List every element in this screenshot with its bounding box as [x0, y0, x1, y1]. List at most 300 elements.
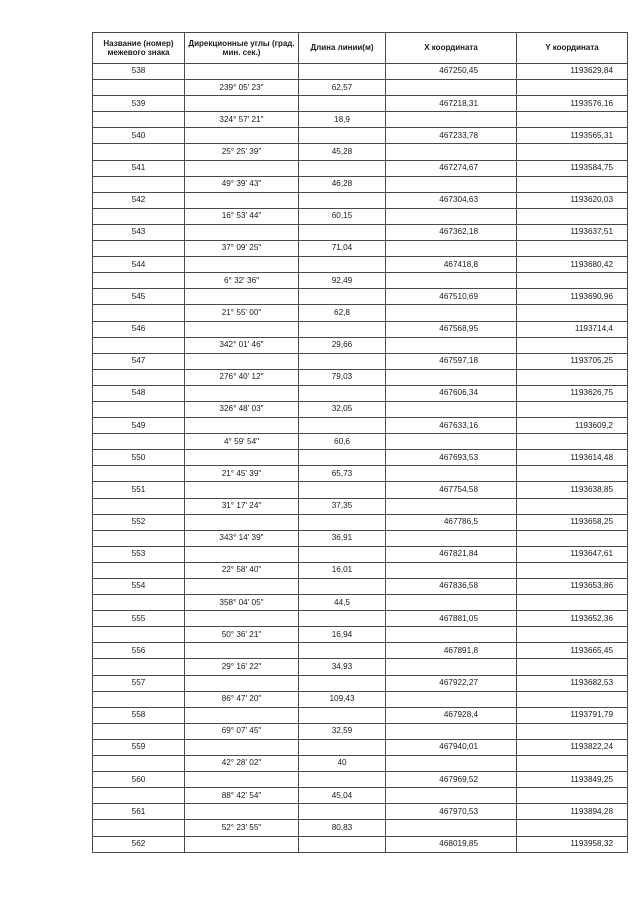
empty-cell [185, 546, 299, 562]
table-row-point [93, 611, 628, 627]
segment-length: 18,9 [299, 112, 386, 128]
segment-length: 71,04 [299, 241, 386, 257]
segment-length: 92,49 [299, 273, 386, 289]
empty-cell [299, 675, 386, 691]
empty-cell [185, 160, 299, 176]
empty-cell [386, 756, 517, 772]
empty-cell [299, 579, 386, 595]
table-row-segment [93, 627, 628, 643]
empty-cell [93, 691, 185, 707]
point-y: 1193626,75 [517, 385, 628, 401]
segment-angle: 37° 09' 25" [185, 241, 299, 257]
segment-length: 79,03 [299, 369, 386, 385]
segment-length: 109,43 [299, 691, 386, 707]
empty-cell [299, 772, 386, 788]
point-name: 559 [93, 739, 185, 755]
header-name: Название (номер) межевого знака [93, 33, 185, 64]
empty-cell [299, 643, 386, 659]
empty-cell [185, 739, 299, 755]
point-x: 468019,85 [386, 836, 517, 852]
empty-cell [517, 176, 628, 192]
empty-cell [386, 273, 517, 289]
table-row-point [93, 289, 628, 305]
point-y: 1193652,36 [517, 611, 628, 627]
empty-cell [185, 836, 299, 852]
segment-angle: 324° 57' 21" [185, 112, 299, 128]
empty-cell [93, 756, 185, 772]
table-row-segment [93, 112, 628, 128]
empty-cell [93, 466, 185, 482]
table-row-point [93, 257, 628, 273]
segment-length: 29,66 [299, 337, 386, 353]
empty-cell [299, 611, 386, 627]
empty-cell [93, 80, 185, 96]
point-name: 552 [93, 514, 185, 530]
point-x: 467633,16 [386, 418, 517, 434]
point-y: 1193647,61 [517, 546, 628, 562]
empty-cell [185, 514, 299, 530]
point-name: 545 [93, 289, 185, 305]
empty-cell [517, 530, 628, 546]
header-angle: Дирекционные углы (град. мин. сек.) [185, 33, 299, 64]
empty-cell [185, 353, 299, 369]
empty-cell [386, 691, 517, 707]
empty-cell [386, 466, 517, 482]
point-name: 551 [93, 482, 185, 498]
empty-cell [386, 562, 517, 578]
table-row-segment [93, 820, 628, 836]
table-row-segment [93, 401, 628, 417]
empty-cell [185, 643, 299, 659]
empty-cell [299, 224, 386, 240]
point-name: 542 [93, 192, 185, 208]
empty-cell [299, 257, 386, 273]
segment-angle: 88° 42' 54" [185, 788, 299, 804]
segment-angle: 86° 47' 20" [185, 691, 299, 707]
empty-cell [386, 337, 517, 353]
table-row-segment [93, 562, 628, 578]
table-row-point [93, 546, 628, 562]
point-x: 467606,34 [386, 385, 517, 401]
empty-cell [517, 337, 628, 353]
segment-length: 80,83 [299, 820, 386, 836]
table-row-point [93, 128, 628, 144]
empty-cell [517, 208, 628, 224]
segment-angle: 31° 17' 24" [185, 498, 299, 514]
point-name: 560 [93, 772, 185, 788]
table-row-segment [93, 273, 628, 289]
segment-angle: 16° 53' 44" [185, 208, 299, 224]
point-name: 550 [93, 450, 185, 466]
empty-cell [517, 241, 628, 257]
empty-cell [299, 514, 386, 530]
empty-cell [93, 627, 185, 643]
segment-angle: 276° 40' 12" [185, 369, 299, 385]
point-y: 1193609,2 [517, 418, 628, 434]
empty-cell [517, 788, 628, 804]
table-row-point [93, 772, 628, 788]
empty-cell [299, 289, 386, 305]
point-name: 558 [93, 707, 185, 723]
point-x: 467891,8 [386, 643, 517, 659]
table-row-segment [93, 144, 628, 160]
segment-length: 62,57 [299, 80, 386, 96]
empty-cell [386, 498, 517, 514]
table-row-segment [93, 788, 628, 804]
point-y: 1193682,53 [517, 675, 628, 691]
segment-length: 44,5 [299, 595, 386, 611]
point-y: 1193958,32 [517, 836, 628, 852]
empty-cell [517, 144, 628, 160]
empty-cell [299, 160, 386, 176]
header-length: Длина линии(м) [299, 33, 386, 64]
empty-cell [185, 257, 299, 273]
empty-cell [185, 321, 299, 337]
table-row-point [93, 643, 628, 659]
table-row-segment [93, 80, 628, 96]
point-name: 548 [93, 385, 185, 401]
point-y: 1193620,03 [517, 192, 628, 208]
table-row-segment [93, 337, 628, 353]
empty-cell [299, 128, 386, 144]
point-y: 1193791,79 [517, 707, 628, 723]
point-y: 1193614,48 [517, 450, 628, 466]
empty-cell [185, 192, 299, 208]
segment-length: 46,28 [299, 176, 386, 192]
empty-cell [517, 305, 628, 321]
point-y: 1193653,86 [517, 579, 628, 595]
point-y: 1193894,28 [517, 804, 628, 820]
header-y: Y координата [517, 33, 628, 64]
empty-cell [93, 498, 185, 514]
point-x: 467786,5 [386, 514, 517, 530]
segment-angle: 69° 07' 45" [185, 723, 299, 739]
empty-cell [386, 305, 517, 321]
empty-cell [386, 820, 517, 836]
table-row-point [93, 321, 628, 337]
segment-length: 60,6 [299, 434, 386, 450]
empty-cell [93, 820, 185, 836]
table-row-point [93, 514, 628, 530]
point-y: 1193638,85 [517, 482, 628, 498]
empty-cell [93, 273, 185, 289]
point-x: 467274,67 [386, 160, 517, 176]
point-y: 1193658,25 [517, 514, 628, 530]
point-name: 539 [93, 96, 185, 112]
empty-cell [517, 627, 628, 643]
table-row-segment [93, 659, 628, 675]
empty-cell [185, 418, 299, 434]
empty-cell [517, 434, 628, 450]
point-x: 467940,01 [386, 739, 517, 755]
empty-cell [517, 723, 628, 739]
segment-length: 32,05 [299, 401, 386, 417]
empty-cell [517, 401, 628, 417]
point-name: 541 [93, 160, 185, 176]
table-row-segment [93, 756, 628, 772]
empty-cell [299, 385, 386, 401]
point-name: 553 [93, 546, 185, 562]
point-name: 561 [93, 804, 185, 820]
segment-angle: 25° 25' 39" [185, 144, 299, 160]
empty-cell [517, 369, 628, 385]
point-x: 467362,18 [386, 224, 517, 240]
point-name: 547 [93, 353, 185, 369]
segment-angle: 52° 23' 55" [185, 820, 299, 836]
table-row-point [93, 707, 628, 723]
point-y: 1193714,4 [517, 321, 628, 337]
point-y: 1193822,24 [517, 739, 628, 755]
table-row-point [93, 385, 628, 401]
table-row-segment [93, 208, 628, 224]
point-name: 540 [93, 128, 185, 144]
segment-angle: 22° 58' 40" [185, 562, 299, 578]
empty-cell [386, 241, 517, 257]
empty-cell [386, 723, 517, 739]
table-row-point [93, 482, 628, 498]
point-name: 562 [93, 836, 185, 852]
point-x: 467597,18 [386, 353, 517, 369]
point-x: 467218,31 [386, 96, 517, 112]
segment-length: 16,94 [299, 627, 386, 643]
header-x: X координата [386, 33, 517, 64]
empty-cell [93, 176, 185, 192]
empty-cell [93, 788, 185, 804]
table-row-point [93, 192, 628, 208]
point-x: 467510,69 [386, 289, 517, 305]
table-row-segment [93, 369, 628, 385]
empty-cell [93, 530, 185, 546]
empty-cell [517, 820, 628, 836]
empty-cell [93, 305, 185, 321]
empty-cell [299, 546, 386, 562]
empty-cell [93, 241, 185, 257]
point-x: 467922,27 [386, 675, 517, 691]
point-x: 467233,78 [386, 128, 517, 144]
empty-cell [185, 64, 299, 80]
empty-cell [517, 659, 628, 675]
empty-cell [299, 482, 386, 498]
empty-cell [517, 112, 628, 128]
point-name: 549 [93, 418, 185, 434]
empty-cell [299, 64, 386, 80]
empty-cell [299, 321, 386, 337]
segment-angle: 358° 04' 05" [185, 595, 299, 611]
point-name: 546 [93, 321, 185, 337]
empty-cell [185, 611, 299, 627]
empty-cell [299, 739, 386, 755]
table-row-point [93, 739, 628, 755]
segment-length: 40 [299, 756, 386, 772]
table-body [93, 64, 628, 853]
empty-cell [93, 337, 185, 353]
segment-length: 60,15 [299, 208, 386, 224]
empty-cell [93, 208, 185, 224]
point-x: 467928,4 [386, 707, 517, 723]
segment-length: 34,93 [299, 659, 386, 675]
segment-angle: 50° 36' 21" [185, 627, 299, 643]
empty-cell [386, 112, 517, 128]
empty-cell [185, 675, 299, 691]
empty-cell [299, 192, 386, 208]
empty-cell [386, 595, 517, 611]
segment-angle: 4° 59' 54" [185, 434, 299, 450]
point-name: 543 [93, 224, 185, 240]
empty-cell [386, 80, 517, 96]
segment-angle: 49° 39' 43" [185, 176, 299, 192]
table-row-point [93, 353, 628, 369]
point-y: 1193629,84 [517, 64, 628, 80]
empty-cell [185, 772, 299, 788]
table-row-point [93, 160, 628, 176]
empty-cell [93, 723, 185, 739]
empty-cell [299, 707, 386, 723]
empty-cell [517, 756, 628, 772]
empty-cell [299, 804, 386, 820]
table-header-row [93, 33, 628, 64]
empty-cell [517, 466, 628, 482]
empty-cell [185, 450, 299, 466]
empty-cell [299, 836, 386, 852]
segment-angle: 326° 48' 03" [185, 401, 299, 417]
table-row-point [93, 224, 628, 240]
point-x: 467970,53 [386, 804, 517, 820]
table-row-segment [93, 530, 628, 546]
table-row-segment [93, 723, 628, 739]
empty-cell [517, 273, 628, 289]
empty-cell [93, 562, 185, 578]
empty-cell [517, 80, 628, 96]
empty-cell [93, 112, 185, 128]
point-x: 467969,52 [386, 772, 517, 788]
point-name: 557 [93, 675, 185, 691]
point-y: 1193690,96 [517, 289, 628, 305]
table-row-point [93, 836, 628, 852]
empty-cell [185, 804, 299, 820]
table-row-segment [93, 241, 628, 257]
segment-angle: 21° 45' 39" [185, 466, 299, 482]
point-name: 538 [93, 64, 185, 80]
empty-cell [299, 353, 386, 369]
point-y: 1193576,16 [517, 96, 628, 112]
empty-cell [386, 659, 517, 675]
segment-angle: 239° 05' 23" [185, 80, 299, 96]
empty-cell [299, 96, 386, 112]
empty-cell [386, 530, 517, 546]
point-y: 1193665,45 [517, 643, 628, 659]
point-y: 1193705,25 [517, 353, 628, 369]
segment-angle: 6° 32' 36" [185, 273, 299, 289]
empty-cell [517, 562, 628, 578]
segment-length: 16,01 [299, 562, 386, 578]
point-x: 467754,58 [386, 482, 517, 498]
table-row-point [93, 450, 628, 466]
point-x: 467821,84 [386, 546, 517, 562]
empty-cell [517, 691, 628, 707]
point-x: 467693,53 [386, 450, 517, 466]
point-x: 467836,58 [386, 579, 517, 595]
empty-cell [93, 401, 185, 417]
empty-cell [517, 498, 628, 514]
empty-cell [185, 224, 299, 240]
point-name: 555 [93, 611, 185, 627]
point-y: 1193637,51 [517, 224, 628, 240]
segment-length: 45,04 [299, 788, 386, 804]
segment-angle: 343° 14' 39" [185, 530, 299, 546]
empty-cell [93, 434, 185, 450]
empty-cell [93, 595, 185, 611]
segment-length: 37,35 [299, 498, 386, 514]
point-name: 556 [93, 643, 185, 659]
point-y: 1193849,25 [517, 772, 628, 788]
segment-length: 65,73 [299, 466, 386, 482]
empty-cell [185, 289, 299, 305]
table-row-point [93, 804, 628, 820]
table-row-segment [93, 305, 628, 321]
empty-cell [299, 418, 386, 434]
table-row-point [93, 675, 628, 691]
segment-length: 45,28 [299, 144, 386, 160]
empty-cell [386, 369, 517, 385]
empty-cell [386, 401, 517, 417]
table-row-point [93, 579, 628, 595]
point-x: 467881,05 [386, 611, 517, 627]
segment-length: 62,8 [299, 305, 386, 321]
table-row-segment [93, 595, 628, 611]
segment-angle: 21° 55' 00" [185, 305, 299, 321]
empty-cell [386, 144, 517, 160]
empty-cell [93, 659, 185, 675]
point-x: 467304,63 [386, 192, 517, 208]
empty-cell [185, 128, 299, 144]
segment-angle: 29° 16' 22" [185, 659, 299, 675]
segment-length: 32,59 [299, 723, 386, 739]
table-row-segment [93, 691, 628, 707]
empty-cell [185, 96, 299, 112]
empty-cell [386, 176, 517, 192]
empty-cell [386, 208, 517, 224]
empty-cell [93, 369, 185, 385]
point-x: 467250,45 [386, 64, 517, 80]
point-name: 554 [93, 579, 185, 595]
empty-cell [185, 482, 299, 498]
point-y: 1193565,31 [517, 128, 628, 144]
table-row-segment [93, 434, 628, 450]
empty-cell [299, 450, 386, 466]
empty-cell [185, 579, 299, 595]
empty-cell [517, 595, 628, 611]
table-row-segment [93, 466, 628, 482]
empty-cell [386, 788, 517, 804]
point-y: 1193584,75 [517, 160, 628, 176]
boundary-coordinates-table [92, 32, 628, 853]
empty-cell [185, 385, 299, 401]
empty-cell [386, 627, 517, 643]
empty-cell [386, 434, 517, 450]
segment-length: 36,91 [299, 530, 386, 546]
table-row-point [93, 418, 628, 434]
point-x: 467418,8 [386, 257, 517, 273]
point-x: 467568,95 [386, 321, 517, 337]
point-name: 544 [93, 257, 185, 273]
table-row-point [93, 64, 628, 80]
empty-cell [185, 707, 299, 723]
segment-angle: 42° 28' 02" [185, 756, 299, 772]
point-y: 1193680,42 [517, 257, 628, 273]
segment-angle: 342° 01' 46" [185, 337, 299, 353]
table-row-segment [93, 176, 628, 192]
table-row-point [93, 96, 628, 112]
